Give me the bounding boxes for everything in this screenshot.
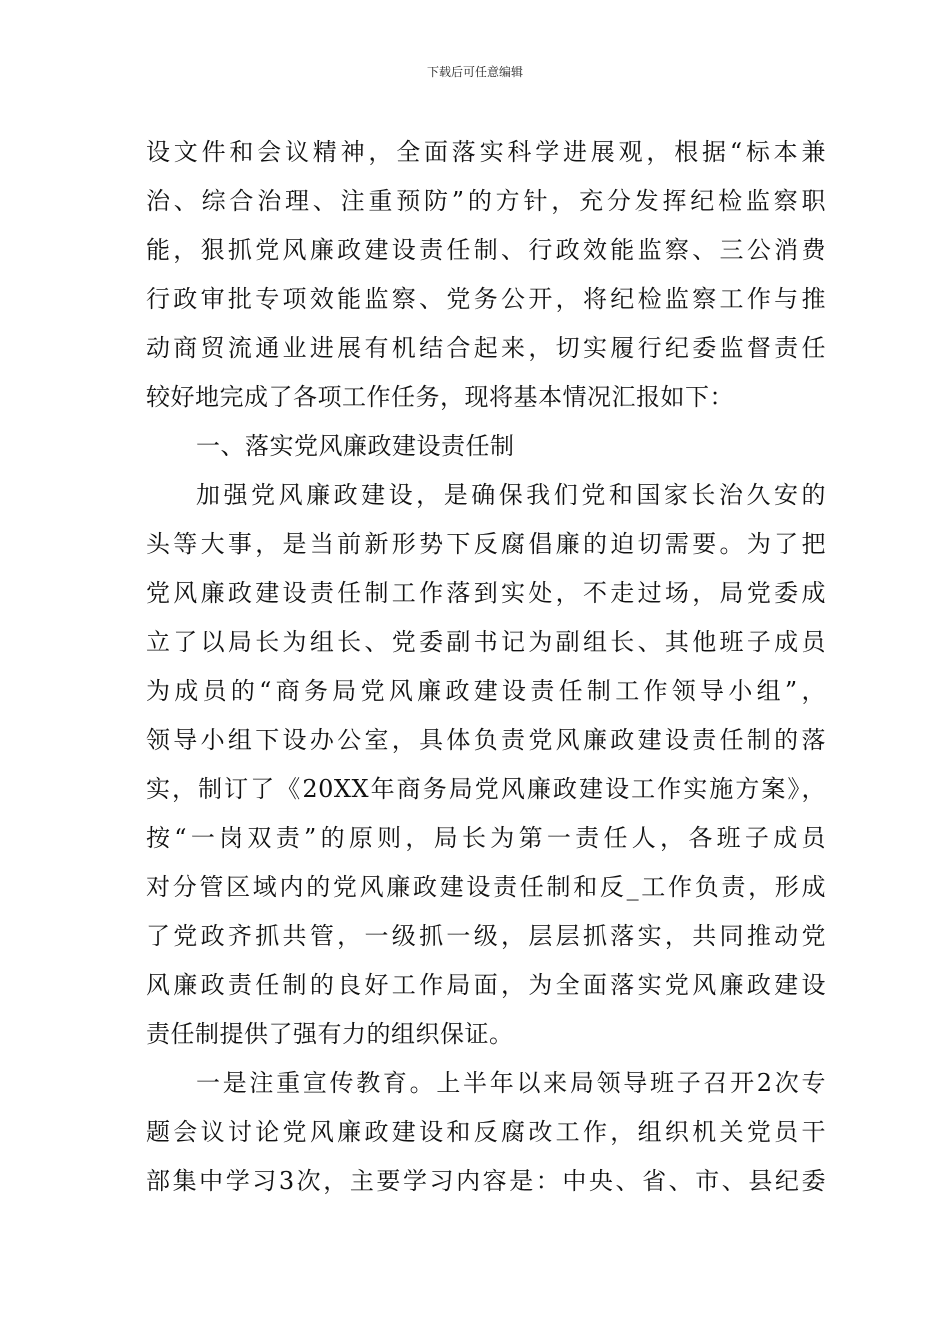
text-line: 党风廉政建设责任制工作落到实处，不走过场，局党委成 <box>146 579 826 607</box>
text-line: 对分管区域内的党风廉政建设责任制和反_工作负责，形成 <box>146 873 826 901</box>
text-line: 为成员的“商务局党风廉政建设责任制工作领导小组”， <box>146 677 826 705</box>
text-line: 立了以局长为组长、党委副书记为副组长、其他班子成员 <box>146 628 826 656</box>
text-line: 能，狠抓党风廉政建设责任制、行政效能监察、三公消费 <box>146 236 826 264</box>
section-heading: 一、落实党风廉政建设责任制 <box>196 432 515 460</box>
text-line: 行政审批专项效能监察、党务公开，将纪检监察工作与推 <box>146 285 826 313</box>
text-line: 动商贸流通业进展有机结合起来，切实履行纪委监督责任 <box>146 334 826 362</box>
text-line: 治、综合治理、注重预防”的方针，充分发挥纪检监察职 <box>146 187 826 215</box>
text-line: 按“一岗双责”的原则，局长为第一责任人，各班子成员 <box>146 824 826 852</box>
text-line: 加强党风廉政建设，是确保我们党和国家长治久安的 <box>196 481 826 509</box>
text-line: 较好地完成了各项工作任务，现将基本情况汇报如下： <box>146 383 734 411</box>
page-header: 下载后可任意编辑 <box>426 65 523 79</box>
text-line: 了党政齐抓共管，一级抓一级，层层抓落实，共同推动党 <box>146 922 826 950</box>
text-line: 风廉政责任制的良好工作局面，为全面落实党风廉政建设 <box>146 971 826 999</box>
text-line: 责任制提供了强有力的组织保证。 <box>146 1020 514 1048</box>
text-line: 一是注重宣传教育。上半年以来局领导班子召开2次专 <box>196 1069 826 1097</box>
document-body <box>146 128 826 1206</box>
text-line: 题会议讨论党风廉政建设和反腐改工作，组织机关党员干 <box>146 1118 826 1146</box>
text-line: 领导小组下设办公室，具体负责党风廉政建设责任制的落 <box>146 726 826 754</box>
text-line: 头等大事，是当前新形势下反腐倡廉的迫切需要。为了把 <box>146 530 826 558</box>
text-line: 部集中学习3次，主要学习内容是：中央、省、市、县纪委 <box>146 1167 826 1195</box>
text-line: 设文件和会议精神，全面落实科学进展观，根据“标本兼 <box>146 138 826 166</box>
text-line: 实，制订了《20XX年商务局党风廉政建设工作实施方案》， <box>146 775 826 803</box>
